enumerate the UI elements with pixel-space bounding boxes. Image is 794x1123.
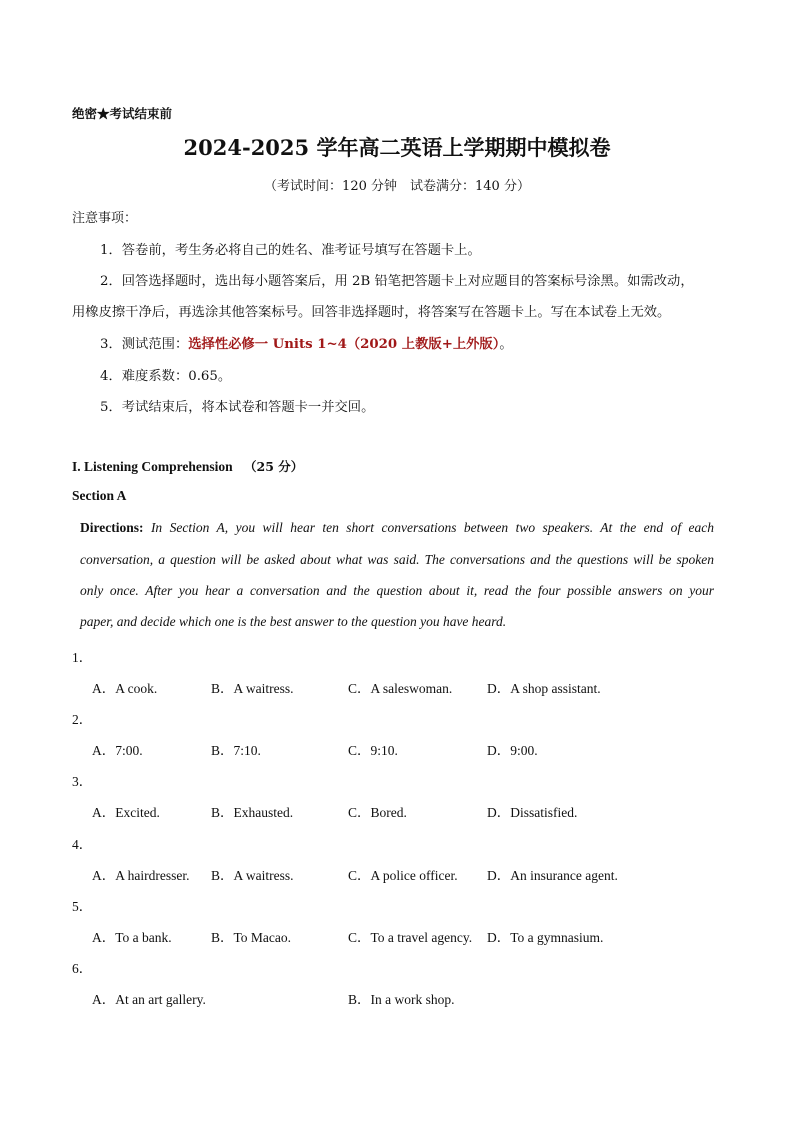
option-b: B．A waitress. bbox=[211, 868, 294, 883]
note-3-suffix: 。 bbox=[499, 337, 513, 352]
question-number: 4． bbox=[72, 837, 93, 852]
option-d: D．To a gymnasium. bbox=[487, 930, 604, 945]
question-number: 6． bbox=[72, 961, 93, 976]
page-title: 2024-2025 学年高二英语上学期期中模拟卷 bbox=[183, 135, 611, 160]
note-3 bbox=[100, 333, 513, 352]
question-number: 1． bbox=[72, 650, 93, 665]
option-d: D．9:00. bbox=[487, 743, 538, 758]
option-c: C．9:10. bbox=[348, 743, 398, 758]
section-a-heading: Section A bbox=[72, 488, 127, 503]
option-b: B．Exhausted. bbox=[211, 805, 294, 820]
option-a: A．A hairdresser. bbox=[92, 868, 190, 883]
directions-line-4: paper, and decide which one is the best answer to the question you have heard. bbox=[80, 614, 507, 629]
option-a: A．At an art gallery. bbox=[92, 992, 206, 1007]
exam-info: （考试时间：120 分钟 试卷满分：140 分） bbox=[264, 179, 530, 194]
directions-line-1 bbox=[80, 520, 714, 536]
question-number: 5． bbox=[72, 899, 93, 914]
note-1: 1．答卷前，考生务必将自己的姓名、准考证号填写在答题卡上。 bbox=[100, 243, 481, 258]
option-a: A．A cook. bbox=[92, 681, 158, 696]
test-range: 选择性必修一 Units 1~4（2020 上教版+上外版） bbox=[188, 337, 500, 352]
option-c: C．A saleswoman. bbox=[348, 681, 453, 696]
option-d: D．A shop assistant. bbox=[487, 681, 601, 696]
note-5: 5．考试结束后，将本试卷和答题卡一并交回。 bbox=[100, 400, 375, 415]
directions-line-2: conversation, a question will be asked about what was said. The conversations and the questions will be spoken bbox=[80, 552, 714, 567]
directions-label: Directions: bbox=[80, 520, 144, 535]
part-1-score: （25 分） bbox=[244, 459, 304, 474]
notes-heading: 注意事项： bbox=[72, 211, 138, 226]
option-a: A．7:00. bbox=[92, 743, 143, 758]
question-number: 3． bbox=[72, 774, 93, 789]
option-d: D．An insurance agent. bbox=[487, 868, 618, 883]
option-b: B．To Macao. bbox=[211, 930, 292, 945]
option-b: B．In a work shop. bbox=[348, 992, 455, 1007]
option-a: A．Excited. bbox=[92, 805, 160, 820]
option-c: C．A police officer. bbox=[348, 868, 458, 883]
confidential-label: 绝密★考试结束前 bbox=[72, 106, 173, 121]
question-number: 2． bbox=[72, 712, 93, 727]
option-c: C．To a travel agency. bbox=[348, 930, 473, 945]
directions-line-3: only once. After you hear a conversation and the question about it, read the four possible answers on your bbox=[80, 583, 714, 598]
note-2-line-2: 用橡皮擦干净后，再选涂其他答案标号。回答非选择题时，将答案写在答题卡上。写在本试卷上无效。 bbox=[72, 305, 671, 320]
option-d: D．Dissatisfied. bbox=[487, 805, 578, 820]
option-a: A．To a bank. bbox=[92, 930, 172, 945]
option-b: B．A waitress. bbox=[211, 681, 294, 696]
note-2-line-1: 2．回答选择题时，选出每小题答案后，用 2B 铅笔把答题卡上对应题目的答案标号涂黑。如需改动， bbox=[100, 274, 694, 289]
note-3-prefix: 3．测试范围： bbox=[100, 337, 189, 352]
option-b: B．7:10. bbox=[211, 743, 261, 758]
option-c: C．Bored. bbox=[348, 805, 407, 820]
part-1-title: I. Listening Comprehension bbox=[72, 459, 233, 474]
note-4: 4．难度系数：0.65。 bbox=[100, 369, 232, 384]
part-1-heading bbox=[72, 457, 303, 475]
directions-text-1: In Section A, you will hear ten short conversations between two speakers. At the end of each bbox=[150, 520, 714, 535]
